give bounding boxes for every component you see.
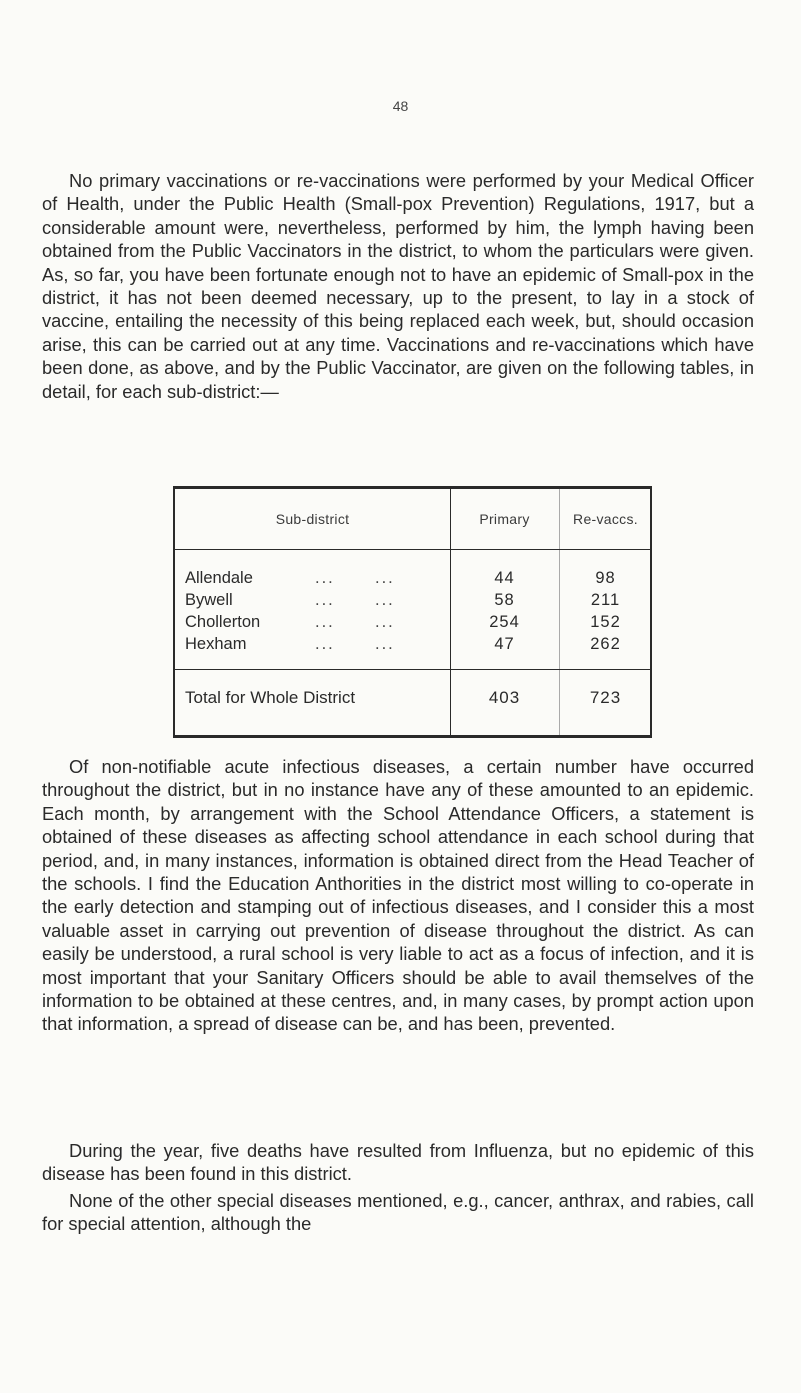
row-revaccs: 262 — [590, 635, 621, 653]
table-row — [175, 611, 650, 633]
table-row — [175, 589, 650, 611]
leader-dots: ... — [375, 635, 395, 653]
leader-dots: ... — [375, 613, 395, 631]
leader-dots: ... — [375, 569, 395, 587]
total-rule — [175, 669, 650, 670]
row-primary: 58 — [494, 591, 515, 609]
paragraph-special-diseases: None of the other special diseases mentioned, e.g., cancer, anthrax, and rabies, call for special attention, although the — [42, 1190, 754, 1235]
leader-dots: ... — [315, 613, 335, 631]
row-name: Chollerton — [185, 613, 261, 631]
row-primary: 44 — [494, 569, 515, 587]
table-row — [175, 633, 650, 655]
total-label: Total for Whole District — [185, 688, 356, 707]
vaccination-table — [173, 486, 652, 738]
row-name: Hexham — [185, 635, 247, 653]
paragraph-vaccinations: No primary vaccinations or re-vaccinations were performed by your Medical Officer of Health, under the Public Health (Small-pox Prevention) Regulations, 1917, but a considerable amount were, nevertheless, performed by him, the lymph having been obtained from the Public Vaccinators in the district, to whom the particulars were given. As, so far, you have been fortunate enough not to have an epidemic of Small-pox in the district, it has not been deemed necessary, up to the present, to lay in a stock of vaccine, entailing the necessity of this being replaced each week, but, should occasion arise, this can be carried out at any time. Vaccinations and re-vaccinations which have been done, as above, and by the Public Vaccinator, are given on the following tables, in detail, for each sub-district:— — [42, 170, 754, 402]
paragraph-infectious-diseases: Of non-notifiable acute infectious diseases, a certain number have occurred throughout the district, but in no instance have any of these amounted to an epidemic. Each month, by arrangement with the School Attendance Officers, a statement is obtained of these diseases as affecting school attendance in each school during that period, and, in many instances, information is obtained direct from the Head Teacher of the schools. I find the Education Anthorities in the district most willing to co-operate in the early detection and stamping out of infectious diseases, and I consider this a most valuable asset in carrying out prevention of disease throughout the district. As can easily be understood, a rural school is very liable to act as a focus of infection, and it is most important that your Sanitary Officers should be able to avail themselves of the information to be obtained at these centres, and, in many cases, by prompt action upon that information, a spread of disease can be, and has been, prevented. — [42, 756, 754, 1035]
row-revaccs: 152 — [590, 613, 621, 631]
row-name: Bywell — [185, 591, 233, 609]
header-rule — [175, 549, 650, 550]
table-row — [175, 567, 650, 589]
header-revaccs: Re-vaccs. — [573, 511, 638, 527]
row-primary: 47 — [494, 635, 515, 653]
total-primary: 403 — [488, 688, 521, 707]
header-primary: Primary — [479, 511, 530, 527]
row-revaccs: 98 — [595, 569, 616, 587]
page-number: 48 — [392, 98, 409, 114]
row-name: Allendale — [185, 569, 253, 587]
leader-dots: ... — [375, 591, 395, 609]
row-primary: 254 — [489, 613, 520, 631]
leader-dots: ... — [315, 591, 335, 609]
header-sub-district: Sub-district — [275, 511, 350, 527]
leader-dots: ... — [315, 569, 335, 587]
leader-dots: ... — [315, 635, 335, 653]
paragraph-influenza: During the year, five deaths have resulted from Influenza, but no epidemic of this disease has been found in this district. — [42, 1140, 754, 1185]
total-revaccs: 723 — [589, 688, 622, 707]
row-revaccs: 211 — [590, 591, 621, 609]
